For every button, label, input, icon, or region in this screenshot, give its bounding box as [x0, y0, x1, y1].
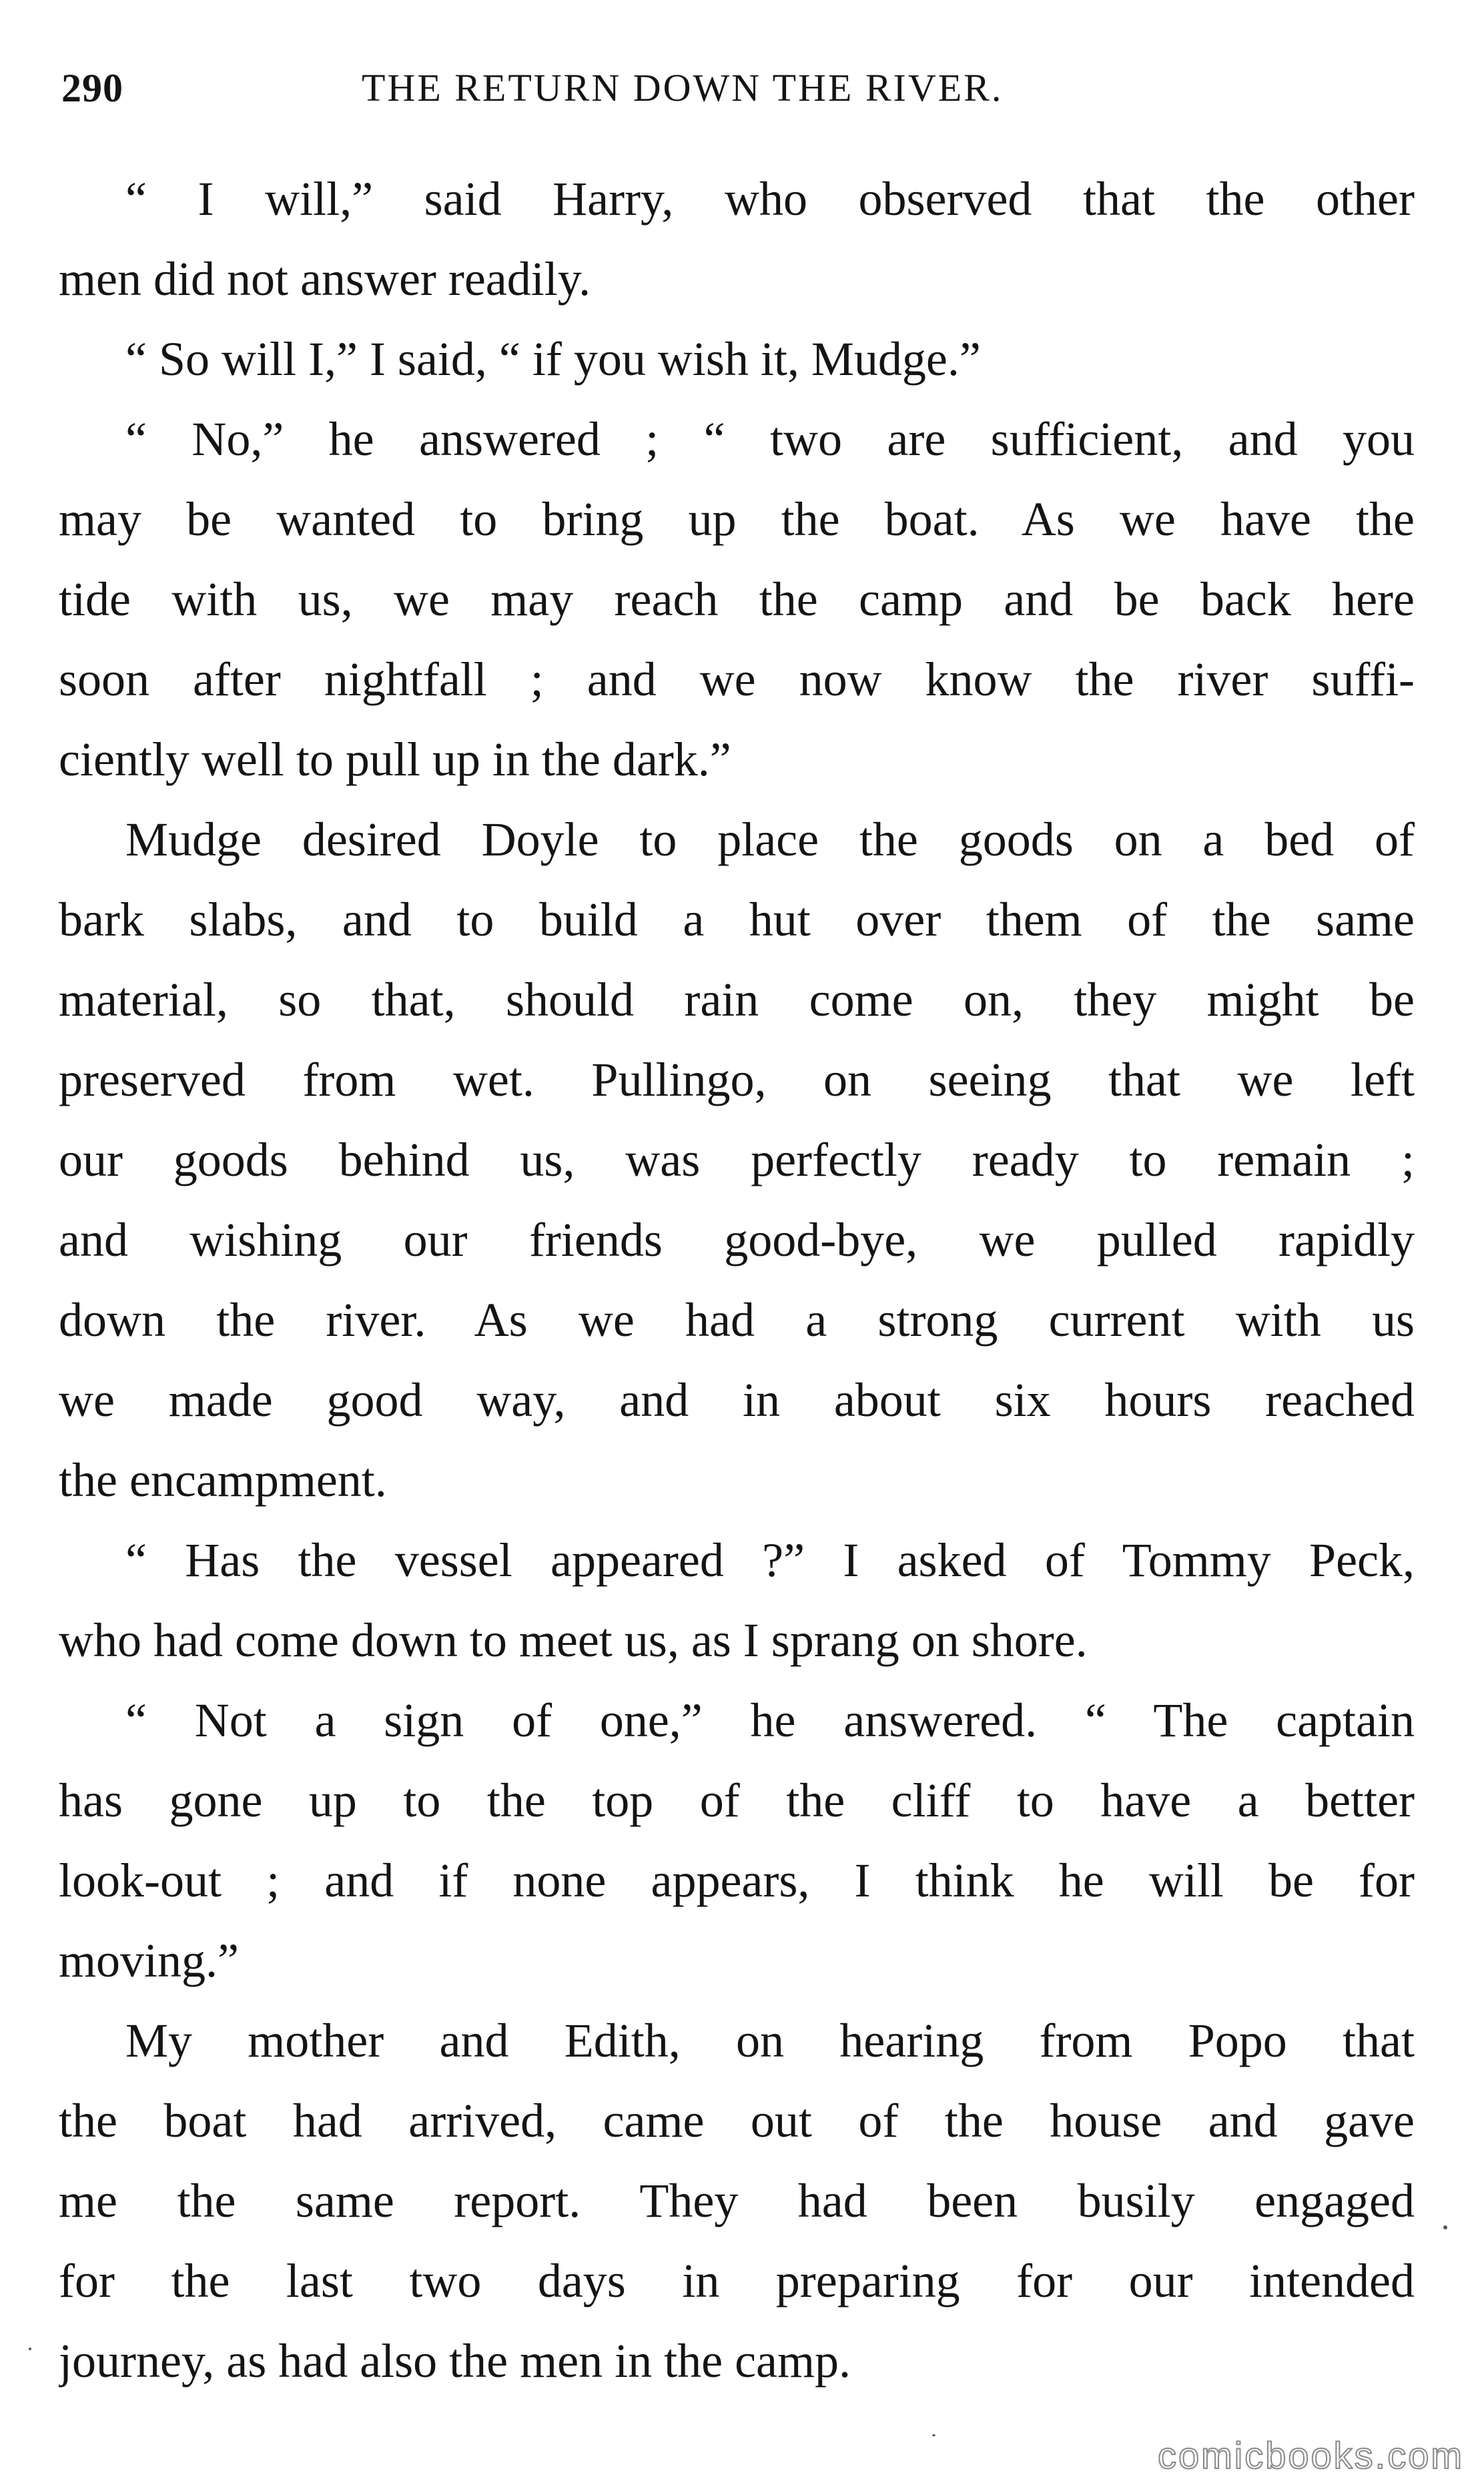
text-line: may be wanted to bring up the boat. As we have the	[59, 492, 1415, 546]
watermark: comicbooks.com	[1157, 2434, 1464, 2476]
text-line: has gone up to the top of the cliff to have a better	[59, 1774, 1415, 1827]
text-line: for the last two days in preparing for our intended	[59, 2254, 1415, 2307]
text-line: moving.”	[59, 1934, 239, 1987]
text-line: journey, as had also the men in the camp.	[59, 2334, 851, 2388]
text-line: “ Not a sign of one,” he answered. “ The captain	[125, 1694, 1415, 1747]
text-line: me the same report. They had been busily engaged	[59, 2174, 1415, 2227]
text-line: our goods behind us, was perfectly ready to remain ;	[59, 1133, 1415, 1186]
text-line: “ I will,” said Harry, who observed that the other	[125, 172, 1415, 226]
text-line: “ No,” he answered ; “ two are sufficient, and you	[125, 412, 1415, 466]
text-line: down the river. As we had a strong current with us	[59, 1293, 1415, 1347]
text-line: tide with us, we may reach the camp and be back here	[59, 573, 1415, 626]
text-line: and wishing our friends good-bye, we pulled rapidly	[59, 1213, 1415, 1267]
print-speck	[29, 2348, 31, 2350]
text-line: men did not answer readily.	[59, 252, 591, 306]
text-line: the boat had arrived, came out of the house and gave	[59, 2094, 1415, 2147]
print-speck	[1443, 2225, 1447, 2229]
text-line: material, so that, should rain come on, they might be	[59, 973, 1415, 1026]
text-line: “ Has the vessel appeared ?” I asked of Tommy Peck,	[125, 1533, 1415, 1587]
text-line: ciently well to pull up in the dark.”	[59, 733, 731, 786]
text-line: soon after nightfall ; and we now know the river suffi-	[59, 653, 1415, 706]
body-text	[59, 159, 1415, 2401]
page-number: 290	[61, 66, 123, 110]
text-line: we made good way, and in about six hours reached	[59, 1373, 1415, 1427]
text-line: who had come down to meet us, as I sprang on shore.	[59, 1614, 1088, 1667]
text-line: bark slabs, and to build a hut over them of the same	[59, 893, 1415, 946]
text-line: preserved from wet. Pullingo, on seeing that we left	[59, 1053, 1415, 1106]
text-line: “ So will I,” I said, “ if you wish it, Mudge.”	[125, 332, 981, 386]
text-line: Mudge desired Doyle to place the goods on a bed of	[125, 813, 1415, 866]
text-line: My mother and Edith, on hearing from Popo that	[125, 2014, 1415, 2067]
text-line: look-out ; and if none appears, I think he will be for	[59, 1854, 1415, 1907]
text-line: the encampment.	[59, 1453, 387, 1507]
running-head	[61, 47, 1423, 120]
print-speck	[932, 2434, 936, 2436]
running-title: THE RETURN DOWN THE RIVER.	[362, 66, 1004, 109]
